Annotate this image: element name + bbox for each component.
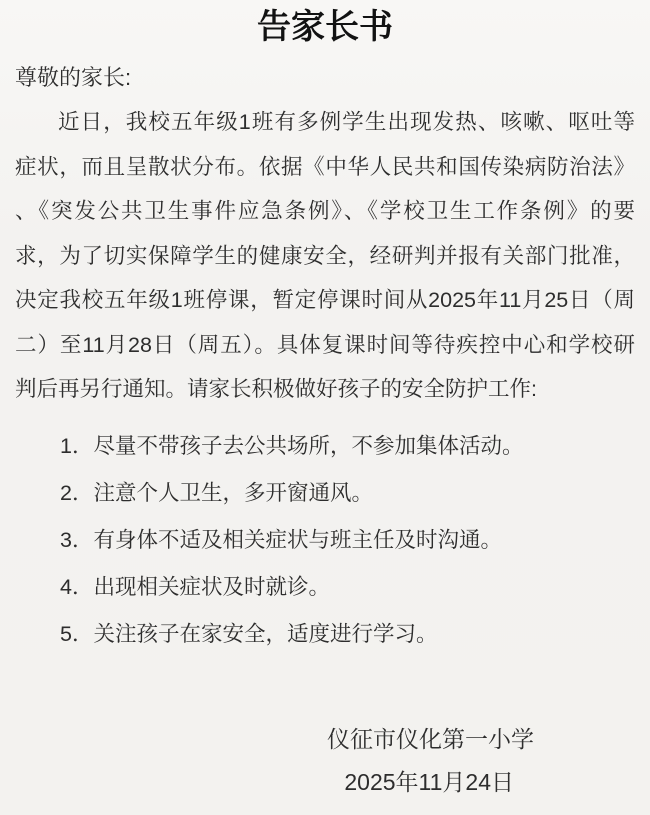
school-signature: 仪征市仪化第一小学 <box>327 725 534 752</box>
body-line-3: 、《突发公共卫生事件应急条例》、《学校卫生工作条例》的要 <box>15 199 635 223</box>
body-paragraph <box>15 100 635 412</box>
notice-item-4: 4．出现相关症状及时就诊。 <box>60 574 330 599</box>
notice-item-3: 3．有身体不适及相关症状与班主任及时沟通。 <box>60 527 502 552</box>
notice-item-5: 5．关注孩子在家安全，适度进行学习。 <box>60 621 438 646</box>
issue-date: 2025年11月24日 <box>344 768 514 795</box>
body-line-6: 二）至11月28日（周五）。具体复课时间等待疾控中心和学校研 <box>15 332 635 357</box>
document-title: 告家长书 <box>257 8 393 46</box>
body-line-5: 决定我校五年级1班停课，暂定停课时间从2025年11月25日（周 <box>15 288 635 312</box>
body-line-7: 判后再另行通知。请家长积极做好孩子的安全防护工作: <box>15 377 537 401</box>
signature-block <box>15 718 635 804</box>
body-line-1: 近日，我校五年级1班有多例学生出现发热、咳嗽、呕吐等 <box>58 110 635 134</box>
notice-list <box>15 424 635 656</box>
notice-item-2: 2．注意个人卫生，多开窗通风。 <box>60 480 373 505</box>
body-line-2: 症状，而且呈散状分布。依据《中华人民共和国传染病防治法》 <box>15 154 635 179</box>
salutation: 尊敬的家长: <box>15 65 132 90</box>
notice-item-1: 1．尽量不带孩子去公共场所，不参加集体活动。 <box>60 433 524 458</box>
body-line-4: 求，为了切实保障学生的健康安全，经研判并报有关部门批准， <box>15 243 635 268</box>
